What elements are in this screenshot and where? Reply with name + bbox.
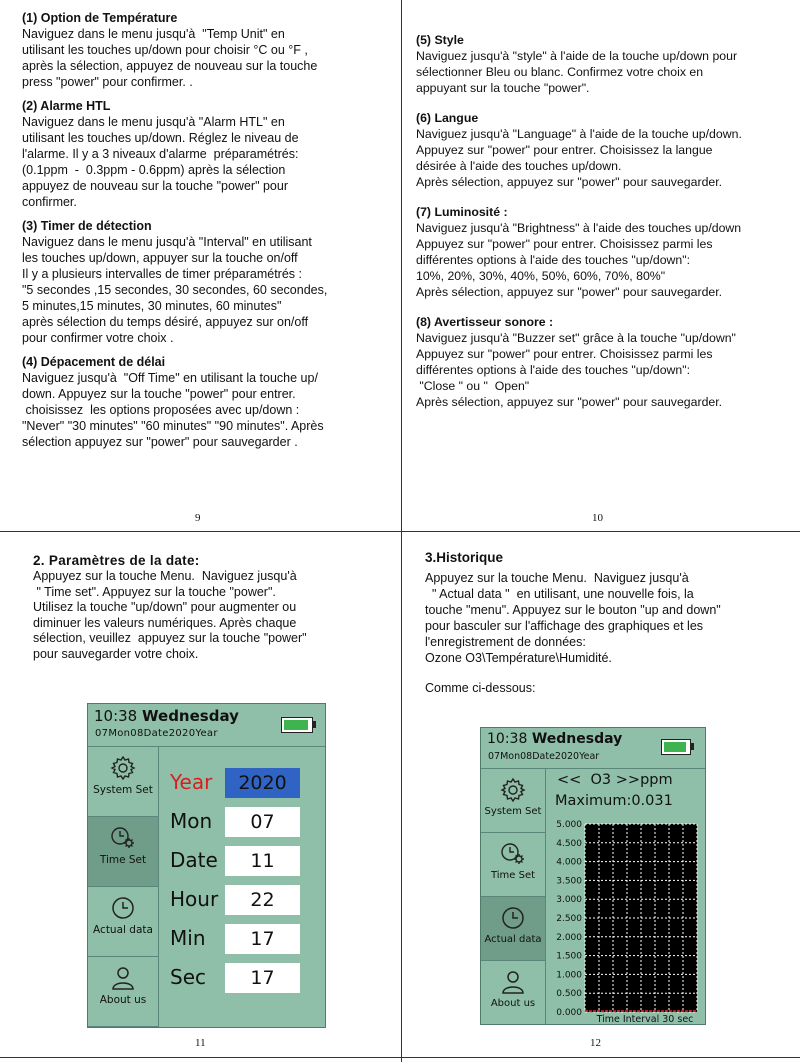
page9-section-2-line: utilisant les touches up/down. Réglez le niveau de: [22, 131, 299, 145]
page11-text-line: sélection, veuillez appuyez sur la touche "power": [33, 631, 307, 645]
page10-section-3-line: Appuyez sur "power" pour entrer. Choisissez parmi les: [416, 237, 713, 251]
page-number-10: 10: [592, 512, 603, 524]
side-menu-label: Actual data: [484, 934, 542, 945]
chart-y-tick-label: 0.000: [556, 1008, 582, 1018]
page-11: [33, 553, 398, 673]
page10-section-title-4: (8) Avertisseur sonore :: [416, 315, 554, 329]
field-label-date: Date: [170, 848, 218, 872]
page11-text-line: diminuer les valeurs numériques. Après chaque: [33, 615, 297, 630]
side-menu-label: System Set: [93, 784, 153, 796]
page-number-9: 9: [195, 512, 201, 524]
gear-icon: [481, 769, 545, 803]
side-menu-label: Actual data: [93, 924, 153, 936]
chart-y-tick-label: 2.000: [556, 932, 582, 943]
chart-y-tick-label: 0.500: [556, 989, 582, 1000]
clock-gear-icon: [88, 817, 158, 851]
page-12-text: [425, 570, 797, 666]
side-menu-item-actual-data[interactable]: [481, 897, 546, 961]
page9-section-3-line: après sélection du temps désiré, appuyez sur on/off: [22, 315, 309, 329]
page10-section-3-line: différentes options à l'aide des touches "up/down":: [416, 253, 691, 267]
side-menu-label: About us: [490, 998, 536, 1009]
page9-section-3-line: 5 minutes,15 minutes, 30 minutes, 60 minutes": [22, 299, 282, 313]
page12-text-line: l'enregistrement de données:: [425, 635, 586, 649]
page12-text-line: Appuyez sur la touche Menu. Naviguez jusqu'à: [425, 571, 689, 585]
side-menu-item-actual-data[interactable]: [88, 887, 159, 957]
side-menu-item-about-us[interactable]: [88, 957, 159, 1027]
chart-maximum: Maximum:0.031: [555, 793, 673, 809]
actual-data-screen: [480, 727, 706, 1025]
side-menu-item-about-us[interactable]: [481, 961, 546, 1025]
page10-section-4-line: Appuyez sur "power" pour entrer. Choisissez parmi les: [416, 347, 713, 361]
page10-section-title-2: (6) Langue: [416, 111, 479, 125]
page-12: [425, 550, 797, 715]
side-menu-label: About us: [99, 994, 147, 1006]
chart-y-tick-label: 5.000: [556, 820, 582, 830]
page-number-11: 11: [195, 1037, 206, 1049]
page-11-text: [33, 569, 398, 662]
gear-icon: [88, 747, 158, 781]
field-value-sec[interactable]: 17: [225, 963, 300, 993]
side-menu-item-system-set[interactable]: [88, 747, 159, 817]
side-menu-item-time-set[interactable]: [481, 833, 546, 897]
page-10: [416, 32, 800, 472]
page9-section-2-line: Naviguez dans le menu jusqu'à "Alarm HTL" en: [22, 115, 285, 129]
page10-section-2-line: Naviguez jusqu'à "Language" à l'aide de la touche up/down.: [416, 127, 742, 141]
page11-text-line: " Time set". Appuyez sur la touche "power".: [33, 584, 276, 599]
page10-section-3-line: Après sélection, appuyez sur "power" pour sauvegarder.: [416, 285, 723, 299]
page9-section-3-line: Il y a plusieurs intervalles de timer préparamétrés :: [22, 267, 302, 281]
side-menu-label: System Set: [484, 806, 542, 817]
field-label-sec: Sec: [170, 965, 206, 989]
chart-y-tick-label: 1.000: [556, 970, 582, 981]
field-value-date[interactable]: 11: [225, 846, 300, 876]
chart-y-tick-label: 4.500: [556, 838, 582, 849]
person-icon: [88, 957, 158, 991]
field-value-year[interactable]: 2020: [225, 768, 300, 798]
chart-y-tick-label: 3.000: [556, 895, 582, 906]
page-9: [22, 10, 394, 510]
page9-section-4-line: choisissez les options proposées avec up/down :: [22, 403, 300, 417]
chart-y-tick-label: 4.000: [556, 857, 582, 868]
page9-section-3-line: pour confirmer votre choix .: [22, 331, 174, 345]
page9-section-4-line: Naviguez jusqu'à "Off Time" en utilisant la touche up/: [22, 371, 318, 385]
battery-icon: [281, 717, 313, 733]
page9-section-2-line: (0.1ppm - 0.3ppm - 0.6ppm) après la sélection: [22, 163, 286, 177]
page9-section-3-line: "5 secondes ,15 secondes, 30 secondes, 60 secondes,: [22, 283, 328, 297]
chart-y-tick-label: 1.500: [556, 951, 582, 962]
page-12-title: 3.Historique: [425, 550, 504, 565]
side-menu-label: Time Set: [490, 870, 536, 881]
page12-text-line: Ozone O3\Température\Humidité.: [425, 651, 612, 665]
page10-section-2-line: désirée à l'aide des touches up/down.: [416, 159, 622, 173]
clock-icon: [88, 887, 158, 921]
page9-section-4-line: sélection appuyez sur "power" pour sauvegarder .: [22, 435, 298, 449]
page9-section-2-line: l'alarme. Il y a 3 niveaux d'alarme préparamétrés:: [22, 147, 299, 161]
bottom-divider: [0, 1057, 800, 1058]
page10-section-title-1: (5) Style: [416, 33, 464, 47]
page10-section-title-3: (7) Luminosité :: [416, 205, 508, 219]
field-value-hour[interactable]: 22: [225, 885, 300, 915]
side-menu-label: Time Set: [99, 854, 147, 866]
side-menu-item-time-set[interactable]: [88, 817, 159, 887]
page12-text-line: " Actual data " en utilisant, une nouvelle fois, la: [425, 587, 694, 601]
page10-section-1-line: appuyant sur la touche "power".: [416, 81, 590, 95]
page10-section-4-line: différentes options à l'aide des touches "up/down":: [416, 363, 691, 377]
chart-nav-line: << O3 >>ppm: [557, 772, 673, 788]
page11-text-line: Utilisez la touche "up/down" pour augmenter ou: [33, 600, 297, 614]
page10-section-4-line: Après sélection, appuyez sur "power" pour sauvegarder.: [416, 395, 723, 409]
page11-text-line: pour sauvegarder votre choix.: [33, 646, 199, 661]
page9-section-title-1: (1) Option de Température: [22, 11, 178, 25]
page10-section-3-line: 10%, 20%, 30%, 40%, 50%, 60%, 70%, 80%": [416, 269, 666, 283]
page12-text-line: touche "menu". Appuyez sur le bouton "up and down": [425, 603, 721, 617]
o3-chart: [549, 814, 701, 1024]
page12-text-line: pour basculer sur l'affichage des graphiques et les: [425, 619, 704, 633]
page9-section-4-line: "Never" "30 minutes" "60 minutes" "90 minutes". Après: [22, 419, 324, 433]
page9-section-2-line: confirmer.: [22, 195, 77, 209]
chart-y-tick-label: 2.500: [556, 914, 582, 924]
field-label-min: Min: [170, 926, 206, 950]
battery-tip: [313, 721, 316, 728]
row-divider: [0, 531, 800, 532]
page10-section-1-line: sélectionner Bleu ou blanc. Confirmez votre choix en: [416, 65, 704, 79]
screen-header: [481, 728, 705, 769]
page9-section-1-line: après la sélection, appuyez de nouveau sur la touche: [22, 59, 318, 73]
screen-header: [88, 704, 325, 747]
page9-section-3-line: les touches up/down, appuyer sur la touche on/off: [22, 251, 298, 265]
page10-section-4-line: Naviguez jusqu'à "Buzzer set" grâce à la touche "up/down": [416, 331, 736, 345]
page-number-12: 12: [590, 1037, 601, 1049]
page10-section-2-line: Après sélection, appuyez sur "power" pour sauvegarder.: [416, 175, 723, 189]
page-11-title: 2. Paramètres de la date:: [33, 553, 200, 568]
side-menu-item-system-set[interactable]: [481, 769, 546, 833]
page10-section-4-line: "Close " ou " Open": [416, 379, 530, 393]
field-label-year: Year: [170, 770, 213, 794]
page9-section-1-line: utilisant les touches up/down pour choisir °C ou °F ,: [22, 43, 308, 57]
field-label-mon: Mon: [170, 809, 213, 833]
page10-section-2-line: Appuyez sur "power" pour entrer. Choisissez la langue: [416, 143, 713, 157]
page10-section-1-line: Naviguez jusqu'à "style" à l'aide de la touche up/down pour: [416, 49, 738, 63]
date-line: 07Mon08Date2020Year: [95, 728, 218, 739]
time-set-screen: [87, 703, 326, 1028]
chart-x-label: Time Interval 30 sec: [596, 1014, 694, 1024]
page9-section-title-2: (2) Alarme HTL: [22, 99, 111, 113]
page9-section-2-line: appuyez de nouveau sur la touche "power" pour: [22, 179, 288, 193]
field-value-mon[interactable]: 07: [225, 807, 300, 837]
page11-text-line: Appuyez sur la touche Menu. Naviguez jusqu'à: [33, 569, 297, 583]
chart-y-tick-label: 3.500: [556, 876, 582, 887]
field-value-min[interactable]: 17: [225, 924, 300, 954]
page-12-caption: Comme ci-dessous:: [425, 681, 536, 695]
page9-section-1-line: Naviguez dans le menu jusqu'à "Temp Unit" en: [22, 27, 285, 41]
person-icon: [481, 961, 545, 995]
battery-tip: [691, 743, 694, 750]
page10-section-3-line: Naviguez jusqu'à "Brightness" à l'aide des touches up/down: [416, 221, 742, 235]
clock-gear-icon: [481, 833, 545, 867]
page9-section-4-line: down. Appuyez sur la touche "power" pour entrer.: [22, 387, 296, 401]
field-label-hour: Hour: [170, 887, 219, 911]
battery-icon: [661, 739, 691, 755]
page9-section-title-4: (4) Dépacement de délai: [22, 355, 166, 369]
date-line: 07Mon08Date2020Year: [488, 751, 600, 762]
clock-time: 10:38 Wednesday: [94, 707, 239, 725]
page9-section-3-line: Naviguez dans le menu jusqu'à "Interval" en utilisant: [22, 235, 312, 249]
clock-icon: [481, 897, 545, 931]
page9-section-title-3: (3) Timer de détection: [22, 219, 152, 233]
page9-section-1-line: press "power" pour confirmer. .: [22, 75, 193, 89]
clock-time: 10:38 Wednesday: [487, 731, 623, 747]
